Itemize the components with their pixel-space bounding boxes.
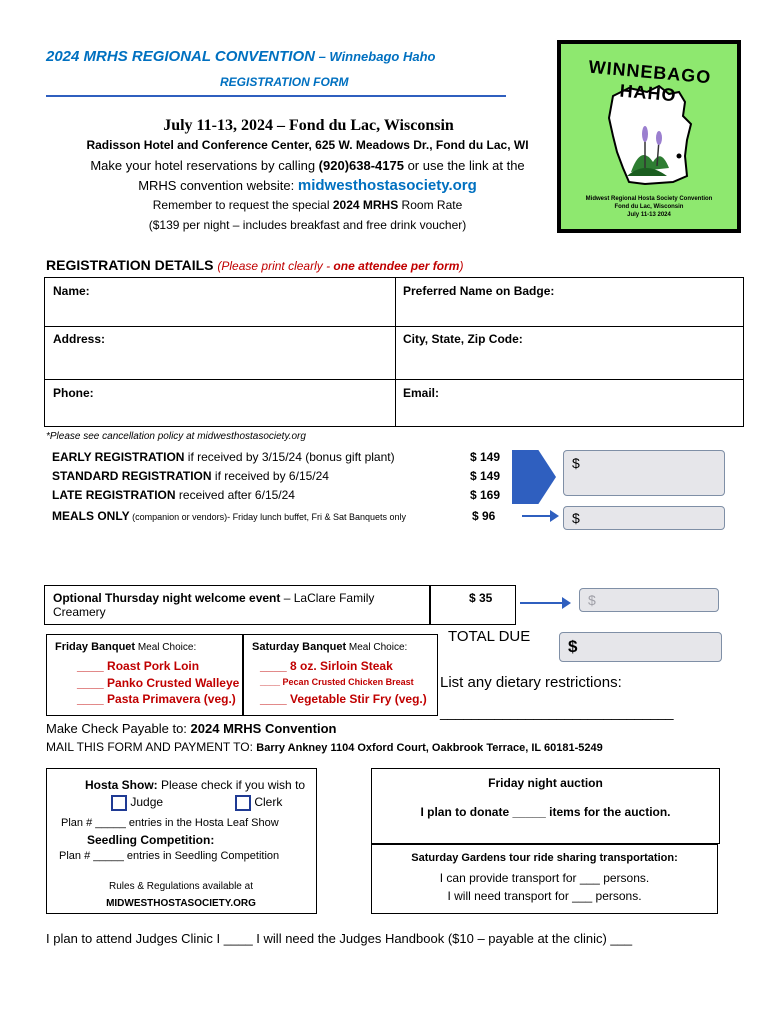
form-title: 2024 MRHS REGIONAL CONVENTION – Winnebago Haho [46, 48, 436, 65]
saturday-choice-3[interactable]: ____ Vegetable Stir Fry (veg.) [260, 692, 427, 706]
friday-choice-2[interactable]: ____ Panko Crusted Walleye [77, 676, 240, 690]
phone-field[interactable]: Phone: [53, 386, 94, 400]
meals-amount-input[interactable]: $ [563, 506, 725, 530]
check-payable: Make Check Payable to: 2024 MRHS Convention [46, 721, 337, 736]
transport-need[interactable]: I will need transport for ___ persons. [447, 889, 642, 903]
meals-arrow-icon [522, 515, 552, 517]
dietary-label: List any dietary restrictions: [440, 674, 622, 691]
judges-clinic-line[interactable]: I plan to attend Judges Clinic I ____ I will need the Judges Handbook ($10 – payable at the clinic) ___ [46, 931, 633, 946]
standard-registration: STANDARD REGISTRATION if received by 6/15/24 [52, 469, 329, 483]
cancellation-note: *Please see cancellation policy at midwesthostasociety.org [46, 431, 306, 442]
rules-note: Rules & Regulations available at [109, 881, 253, 892]
hosta-show-box [46, 768, 317, 914]
saturday-banquet-box [243, 634, 438, 716]
clerk-checkbox[interactable] [235, 795, 251, 811]
address-field[interactable]: Address: [53, 332, 106, 346]
total-due-label: TOTAL DUE [448, 628, 531, 645]
rate-line: ($139 per night – includes breakfast and free drink voucher) [148, 218, 467, 232]
logo-title: WINNEBAGO HAHO [587, 56, 713, 106]
meals-only: MEALS ONLY (companion or vendors)- Friday lunch buffet, Fri & Sat Banquets only [52, 509, 407, 523]
transport-provide[interactable]: I can provide transport for ___ persons. [439, 871, 650, 885]
transport-title: Saturday Gardens tour ride sharing transportation: [411, 852, 678, 864]
logo [557, 40, 741, 233]
thursday-event-label: Optional Thursday night welcome event – LaClare Family Creamery [53, 591, 375, 619]
saturday-banquet-title: Saturday Banquet Meal Choice: [252, 641, 408, 653]
hosta-leaf-plan[interactable]: Plan # _____ entries in the Hosta Leaf Show [61, 817, 279, 829]
logo-line1: Midwest Regional Hosta Society Convention [585, 196, 713, 202]
thursday-price-box [430, 585, 516, 625]
reservation-line: Make your hotel reservations by calling (920)638-4175 or use the link at the [90, 158, 525, 173]
early-price: $ 149 [470, 450, 501, 464]
logo-line3: July 11-13 2024 [627, 212, 671, 218]
saturday-choice-1[interactable]: ____ 8 oz. Sirloin Steak [260, 659, 393, 673]
website-link[interactable]: midwesthostasociety.org [297, 177, 477, 194]
city-state-zip-field[interactable]: City, State, Zip Code: [403, 332, 523, 346]
judge-checkbox[interactable] [111, 795, 127, 811]
hosta-show-title: Hosta Show: Please check if you wish to [85, 778, 306, 792]
form-subtitle: REGISTRATION FORM [220, 75, 349, 89]
registration-heading: REGISTRATION DETAILS (Please print clearly - one attendee per form) [46, 257, 464, 273]
auction-title: Friday night auction [488, 776, 603, 790]
clerk-option[interactable]: Clerk [235, 795, 282, 811]
thursday-amount-input[interactable]: $ [579, 588, 719, 612]
thursday-event-box [44, 585, 430, 625]
judge-option[interactable]: Judge [111, 795, 163, 811]
hotel-line: Radisson Hotel and Conference Center, 625 W. Meadows Dr., Fond du Lac, WI [86, 138, 529, 152]
website-line: MRHS convention website: midwesthostasociety.org [138, 177, 477, 194]
name-field[interactable]: Name: [53, 284, 90, 298]
early-registration: EARLY REGISTRATION if received by 3/15/24 (bonus gift plant) [52, 450, 395, 464]
late-price: $ 169 [470, 488, 501, 502]
friday-choice-3[interactable]: ____ Pasta Primavera (veg.) [77, 692, 236, 706]
seedling-plan[interactable]: Plan # _____ entries in Seedling Competition [59, 850, 280, 862]
total-due-input[interactable]: $ [559, 632, 722, 662]
thursday-arrowhead-icon [562, 597, 571, 609]
title-underline [46, 95, 506, 97]
standard-price: $ 149 [470, 469, 501, 483]
registration-arrow-icon [512, 450, 556, 504]
badge-name-field[interactable]: Preferred Name on Badge: [403, 284, 555, 298]
friday-banquet-title: Friday Banquet Meal Choice: [55, 641, 197, 653]
mail-to: MAIL THIS FORM AND PAYMENT TO: Barry Ankney 1104 Oxford Court, Oakbrook Terrace, IL 60181-5249 [46, 740, 603, 754]
transport-box [371, 844, 718, 914]
registration-table [44, 277, 744, 427]
auction-donate-line[interactable]: I plan to donate _____ items for the auction. [420, 805, 671, 819]
meals-price: $ 96 [472, 509, 496, 523]
event-date-line: July 11-13, 2024 – Fond du Lac, Wisconsin [163, 117, 454, 134]
friday-banquet-box [46, 634, 243, 716]
rules-site: MIDWESTHOSTASOCIETY.ORG [106, 898, 256, 909]
dietary-line[interactable]: ______________________________ [440, 704, 674, 720]
room-rate-reminder: Remember to request the special 2024 MRHS Room Rate [152, 198, 463, 212]
registration-amount-input[interactable]: $ [563, 450, 725, 496]
saturday-choice-2[interactable]: ____ Pecan Crusted Chicken Breast [260, 677, 414, 687]
auction-box [371, 768, 720, 844]
thursday-arrow-icon [520, 602, 564, 604]
late-registration: LATE REGISTRATION received after 6/15/24 [52, 488, 295, 502]
seedling-title: Seedling Competition: [87, 833, 215, 847]
logo-line2: Fond du Lac, Wisconsin [614, 204, 684, 210]
friday-choice-1[interactable]: ____ Roast Pork Loin [77, 659, 200, 673]
thursday-price: $ 35 [469, 591, 493, 605]
meals-arrowhead-icon [550, 510, 559, 522]
email-field[interactable]: Email: [403, 386, 440, 400]
